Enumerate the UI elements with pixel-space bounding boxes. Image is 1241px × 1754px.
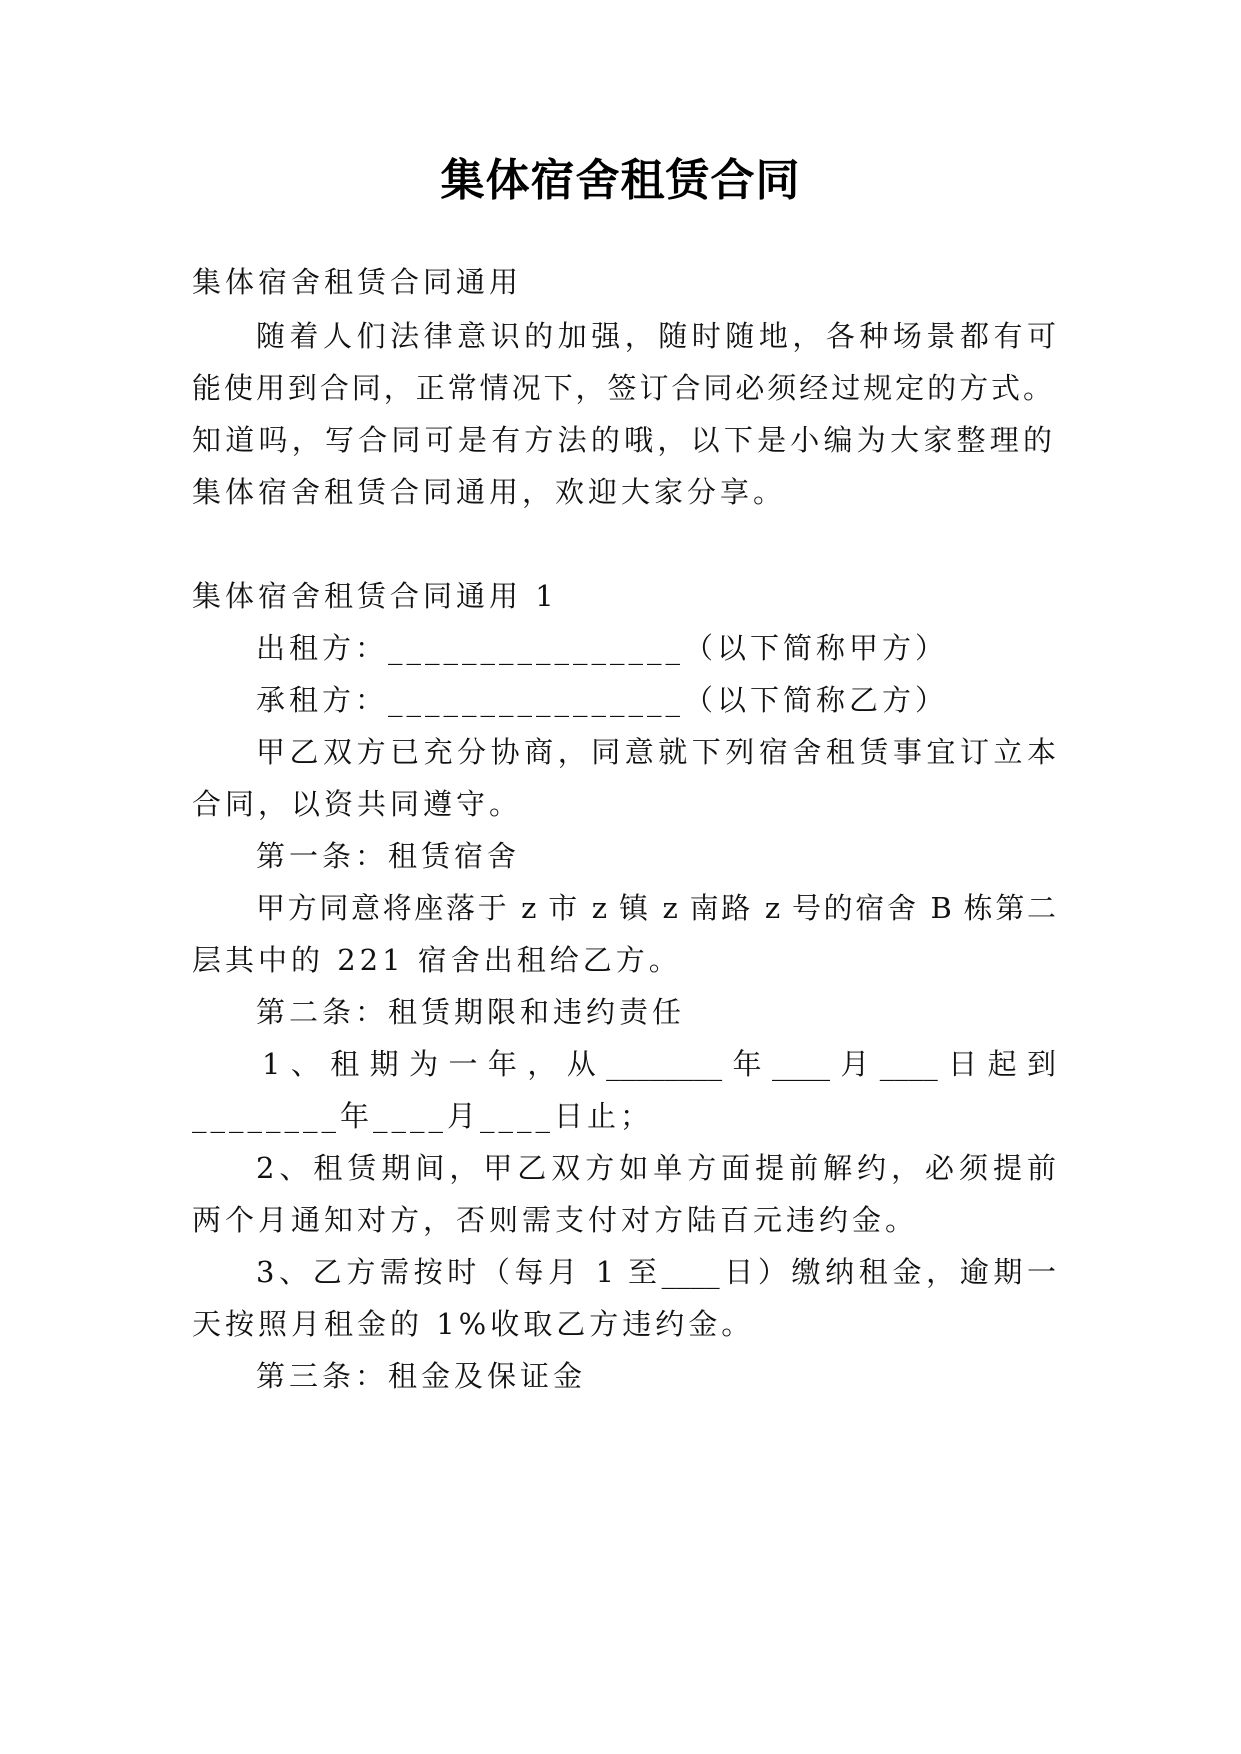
clause2-line-2: 两个月通知对方，否则需支付对方陆百元违约金。 xyxy=(192,1203,919,1237)
document-subtitle: 集体宿舍租赁合同通用 xyxy=(192,265,523,299)
lessee-line: 承租方：________________（以下简称乙方） xyxy=(256,683,949,717)
clause1-line-1: 1、租期为一年，从________年____月____日起到 xyxy=(262,1047,1056,1081)
article1-heading: 第一条：租赁宿舍 xyxy=(256,839,521,873)
clause3-line-1: 3、乙方需按时（每月 1 至____日）缴纳租金，逾期一 xyxy=(256,1255,1056,1289)
intro-line-4: 集体宿舍租赁合同通用，欢迎大家分享。 xyxy=(192,475,787,509)
agreement-line-2: 合同，以资共同遵守。 xyxy=(192,787,523,821)
document-title: 集体宿舍租赁合同 xyxy=(440,155,801,206)
intro-line-3: 知道吗，写合同可是有方法的哦，以下是小编为大家整理的 xyxy=(192,423,1052,457)
section-heading: 集体宿舍租赁合同通用 1 xyxy=(192,579,558,613)
article1-body-line-2: 层其中的 221 宿舍出租给乙方。 xyxy=(192,943,682,977)
agreement-line-1: 甲乙双方已充分协商，同意就下列宿舍租赁事宜订立本 xyxy=(256,735,1056,769)
clause3-line-2: 天按照月租金的 1%收取乙方违约金。 xyxy=(192,1307,755,1341)
lessor-line: 出租方：________________（以下简称甲方） xyxy=(256,631,949,665)
intro-line-2: 能使用到合同，正常情况下，签订合同必须经过规定的方式。 xyxy=(192,371,1052,405)
intro-line-1: 随着人们法律意识的加强，随时随地，各种场景都有可 xyxy=(256,319,1056,353)
article3-heading: 第三条：租金及保证金 xyxy=(256,1359,587,1393)
article1-body-line-1: 甲方同意将座落于 z 市 z 镇 z 南路 z 号的宿舍 B 栋第二 xyxy=(256,891,1056,925)
article2-heading: 第二条：租赁期限和违约责任 xyxy=(256,995,686,1029)
clause2-line-1: 2、租赁期间，甲乙双方如单方面提前解约，必须提前 xyxy=(256,1151,1056,1185)
clause1-line-2: ________年____月____日止； xyxy=(192,1099,654,1133)
